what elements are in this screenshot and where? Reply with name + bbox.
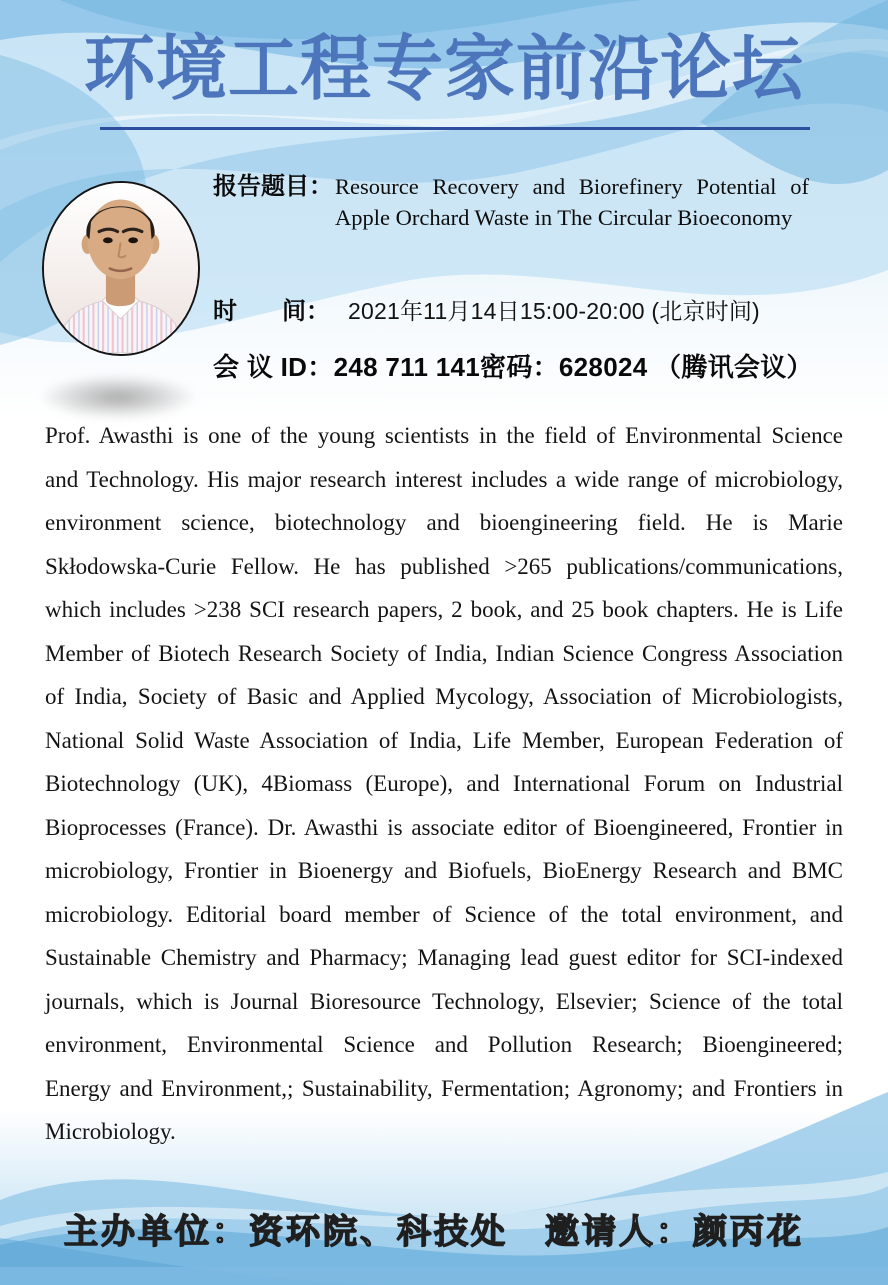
report-topic-row (213, 172, 809, 233)
report-topic-label: 报告题目： (213, 173, 333, 200)
speaker-photo (42, 181, 200, 356)
organizer-footer: 主办单位：资环院、科技处 邀请人：颜丙花 (64, 1213, 804, 1251)
speaker-biography: Prof. Awasthi is one of the young scientists in the field of Environmental Science and Technology. His major research interest includes a wide range of microbiology, environment science, biotechnology and bioengineering field. He is Marie Skłodowska-Curie Fellow. He has published >265 publications/communications, which includes >238 SCI research papers, 2 book, and 25 book chapters. He is Life Member of Biotech Research Society of India, Indian Science Congress Association of India, Society of Basic and Applied Mycology, Association of Microbiologists, National Solid Waste Association of India, Life Member, European Federation of Biotechnology (UK), 4Biomass (Europe), and International Forum on Industrial Bioprocesses (France). Dr. Awasthi is associate editor of Bioengineered, Frontier in microbiology, Frontier in Bioenergy and Biofuels, BioEnergy Research and BMC microbiology. Editorial board member of Science of the total environment, and Sustainable Chemistry and Pharmacy; Managing lead guest editor for SCI-indexed journals, which is Journal Bioresource Technology, Elsevier; Science of the total environment, Environmental Science and Pollution Research; Bioengineered; Energy and Environment,; Sustainability, Fermentation; Agronomy; and Frontiers in Microbiology. (45, 423, 843, 1144)
time-row (213, 291, 760, 326)
time-label-right: 间： (282, 298, 330, 325)
meeting-id-row (213, 347, 813, 384)
time-label-left: 时 (213, 298, 237, 325)
page-title: 环境工程专家前沿论坛 (83, 31, 804, 109)
meeting-id-label: 会 议 ID： (213, 352, 334, 382)
meeting-id-value: 248 711 141密码：628024 （腾讯会议） (333, 352, 813, 382)
report-topic-text: Resource Recovery and Biorefinery Potential of Apple Orchard Waste in The Circular Bioeconomy (335, 174, 809, 230)
time-value: 2021年11月14日15:00-20:00 (北京时间) (348, 298, 760, 324)
time-label (213, 291, 330, 326)
title-underline-rule (100, 127, 810, 130)
speaker-portrait-illustration (44, 183, 197, 353)
